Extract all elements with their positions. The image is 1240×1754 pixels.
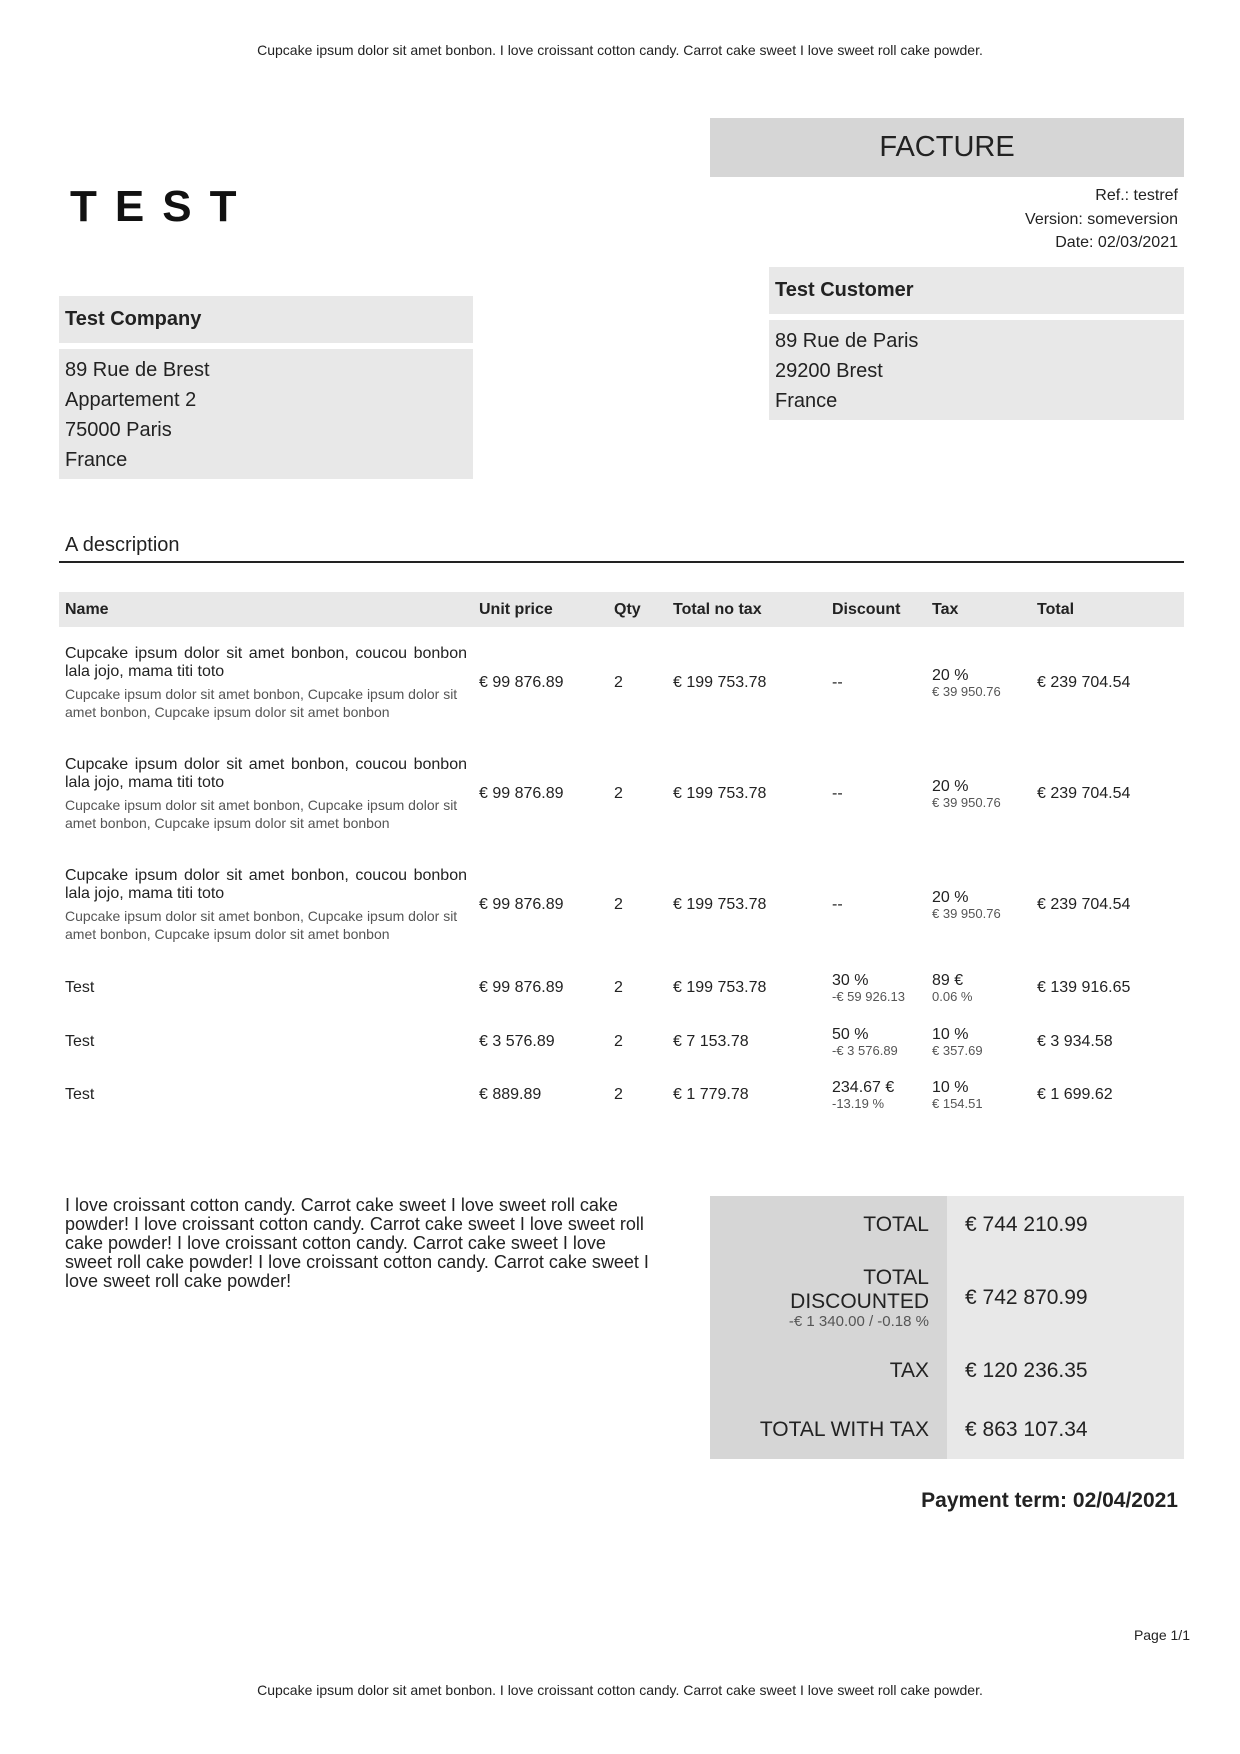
total-no-tax-cell: € 7 153.78 <box>673 1032 749 1050</box>
qty-cell: 2 <box>614 895 623 913</box>
tax-cell <box>926 1068 1031 1121</box>
document-meta <box>1025 184 1178 255</box>
column-header: Discount <box>826 592 926 627</box>
total-cell: € 239 704.54 <box>1037 673 1131 691</box>
discount-cell <box>826 1068 926 1121</box>
header-note: Cupcake ipsum dolor sit amet bonbon. I love croissant cotton candy. Carrot cake sweet I love sweet roll cake powder. <box>257 42 983 58</box>
total-no-tax-cell: € 199 753.78 <box>673 673 767 691</box>
total-discounted-value: € 742 870.99 <box>947 1254 1184 1342</box>
column-header: Qty <box>608 592 667 627</box>
total-no-tax-cell: € 1 779.78 <box>673 1085 749 1103</box>
meta-ref: Ref.: testref <box>1095 187 1178 204</box>
total-with-tax-value: € 863 107.34 <box>947 1400 1184 1459</box>
total-cell: € 3 934.58 <box>1037 1032 1113 1050</box>
total-row <box>710 1196 1184 1254</box>
total-cell: € 239 704.54 <box>1037 895 1131 913</box>
discount-cell <box>826 738 926 849</box>
item-name-cell <box>59 627 473 738</box>
discount-amount: -13.19 % <box>832 1095 885 1111</box>
table-row <box>59 738 1184 849</box>
discount-cell <box>826 849 926 960</box>
discount-value: -- <box>832 895 843 913</box>
tax-cell <box>926 960 1031 1015</box>
customer-address <box>769 320 1184 420</box>
total-cell: € 139 916.65 <box>1037 978 1131 996</box>
qty-cell: 2 <box>614 784 623 802</box>
column-header: Total no tax <box>667 592 826 627</box>
total-with-tax-row <box>710 1400 1184 1459</box>
tax-cell <box>926 627 1031 738</box>
total-no-tax-cell: € 199 753.78 <box>673 895 767 913</box>
meta-date: Date: 02/03/2021 <box>1055 234 1178 251</box>
item-name-cell <box>59 849 473 960</box>
tax-amount: € 39 950.76 <box>932 905 1001 921</box>
column-header: Name <box>59 592 473 627</box>
tax-value: € 120 236.35 <box>947 1342 1184 1400</box>
tax-amount: 0.06 % <box>932 988 973 1004</box>
column-header: Total <box>1031 592 1184 627</box>
unit-price-cell: € 99 876.89 <box>479 673 564 691</box>
total-no-tax-cell: € 199 753.78 <box>673 784 767 802</box>
document-title: FACTURE <box>710 118 1184 177</box>
item-name: Test <box>65 978 95 996</box>
tax-label: TAX <box>710 1342 947 1400</box>
item-name-cell <box>59 1015 473 1068</box>
item-name: Test <box>65 1032 95 1050</box>
totals-table <box>710 1196 1184 1459</box>
discount-cell <box>826 1015 926 1068</box>
item-name: Cupcake ipsum dolor sit amet bonbon, coucou bonbon lala jojo, mama titi toto <box>65 866 467 902</box>
qty-cell: 2 <box>614 978 623 996</box>
total-with-tax-label: TOTAL WITH TAX <box>710 1400 947 1459</box>
unit-price-cell: € 99 876.89 <box>479 784 564 802</box>
item-description: Cupcake ipsum dolor sit amet bonbon, Cupcake ipsum dolor sit amet bonbon, Cupcake ipsum dolor sit amet bonbon <box>65 685 458 720</box>
tax-rate: 20 % <box>932 666 969 684</box>
company-address <box>59 349 473 479</box>
qty-cell: 2 <box>614 1085 623 1103</box>
item-description: Cupcake ipsum dolor sit amet bonbon, Cupcake ipsum dolor sit amet bonbon, Cupcake ipsum dolor sit amet bonbon <box>65 907 458 942</box>
tax-rate: 20 % <box>932 777 969 795</box>
company-logo: TEST <box>70 182 255 231</box>
item-name-cell <box>59 738 473 849</box>
table-row <box>59 960 1184 1015</box>
tax-cell <box>926 849 1031 960</box>
discount-amount: -€ 3 576.89 <box>832 1042 898 1058</box>
total-cell: € 239 704.54 <box>1037 784 1131 802</box>
footer-note: Cupcake ipsum dolor sit amet bonbon. I love croissant cotton candy. Carrot cake sweet I love sweet roll cake powder. <box>257 1682 983 1698</box>
item-description: Cupcake ipsum dolor sit amet bonbon, Cupcake ipsum dolor sit amet bonbon, Cupcake ipsum dolor sit amet bonbon <box>65 796 458 831</box>
items-table <box>59 592 1184 1121</box>
column-header: Unit price <box>473 592 608 627</box>
unit-price-cell: € 99 876.89 <box>479 895 564 913</box>
discount-cell <box>826 960 926 1015</box>
company-address-line: Appartement 2 <box>65 389 197 411</box>
tax-amount: € 357.69 <box>932 1042 983 1058</box>
discount-value: 30 % <box>832 971 869 989</box>
description-title: A description <box>65 534 180 556</box>
meta-version: Version: someversion <box>1025 210 1178 228</box>
tax-rate: 20 % <box>932 888 969 906</box>
table-row <box>59 627 1184 738</box>
table-row <box>59 849 1184 960</box>
discount-amount: -€ 59 926.13 <box>832 988 906 1004</box>
discount-value: 234.67 € <box>832 1078 895 1096</box>
notes-text: I love croissant cotton candy. Carrot cake sweet I love sweet roll cake powder! I love croissant cotton candy. Carrot cake sweet I love sweet roll cake powder! I love croissant cotton candy. Carrot cake sweet I love sweet roll cake powder! I love croissant cotton candy. Carrot cake sweet I love sweet roll cake powder! <box>65 1195 649 1291</box>
qty-cell: 2 <box>614 1032 623 1050</box>
total-discounted-label-cell <box>710 1254 947 1342</box>
discount-cell <box>826 627 926 738</box>
description-divider <box>59 561 1184 563</box>
tax-rate: 10 % <box>932 1078 969 1096</box>
company-address-line: 75000 Paris <box>65 419 172 441</box>
table-row <box>59 1015 1184 1068</box>
total-label: TOTAL <box>710 1196 947 1254</box>
customer-address-line: France <box>775 390 838 412</box>
item-name: Cupcake ipsum dolor sit amet bonbon, coucou bonbon lala jojo, mama titi toto <box>65 755 467 791</box>
column-header: Tax <box>926 592 1031 627</box>
table-row <box>59 1068 1184 1121</box>
discount-value: -- <box>832 673 843 691</box>
item-name: Test <box>65 1085 95 1103</box>
total-cell: € 1 699.62 <box>1037 1085 1113 1103</box>
total-discounted-label: TOTAL DISCOUNTED <box>790 1266 929 1313</box>
qty-cell: 2 <box>614 673 623 691</box>
discount-value: -- <box>832 784 843 802</box>
total-no-tax-cell: € 199 753.78 <box>673 978 767 996</box>
unit-price-cell: € 3 576.89 <box>479 1032 555 1050</box>
item-name-cell <box>59 1068 473 1121</box>
unit-price-cell: € 99 876.89 <box>479 978 564 996</box>
item-name: Cupcake ipsum dolor sit amet bonbon, coucou bonbon lala jojo, mama titi toto <box>65 644 467 680</box>
tax-amount: € 154.51 <box>932 1095 983 1111</box>
total-value: € 744 210.99 <box>947 1196 1184 1254</box>
customer-address-line: 89 Rue de Paris <box>775 330 919 352</box>
company-address-line: France <box>65 449 128 471</box>
total-discounted-detail: -€ 1 340.00 / -0.18 % <box>788 1313 929 1330</box>
tax-row <box>710 1342 1184 1400</box>
customer-name: Test Customer <box>769 267 1184 314</box>
tax-rate: 89 € <box>932 971 964 989</box>
tax-rate: 10 % <box>932 1025 969 1043</box>
tax-cell <box>926 738 1031 849</box>
total-discounted-row <box>710 1254 1184 1342</box>
unit-price-cell: € 889.89 <box>479 1085 542 1103</box>
item-name-cell <box>59 960 473 1015</box>
payment-term: Payment term: 02/04/2021 <box>921 1489 1178 1512</box>
company-name: Test Company <box>59 296 473 343</box>
page-number: Page 1/1 <box>1133 1627 1190 1643</box>
customer-address-line: 29200 Brest <box>775 360 883 382</box>
tax-amount: € 39 950.76 <box>932 683 1001 699</box>
tax-amount: € 39 950.76 <box>932 794 1001 810</box>
discount-value: 50 % <box>832 1025 869 1043</box>
company-address-line: 89 Rue de Brest <box>65 359 210 381</box>
tax-cell <box>926 1015 1031 1068</box>
table-header-row <box>59 592 1184 627</box>
